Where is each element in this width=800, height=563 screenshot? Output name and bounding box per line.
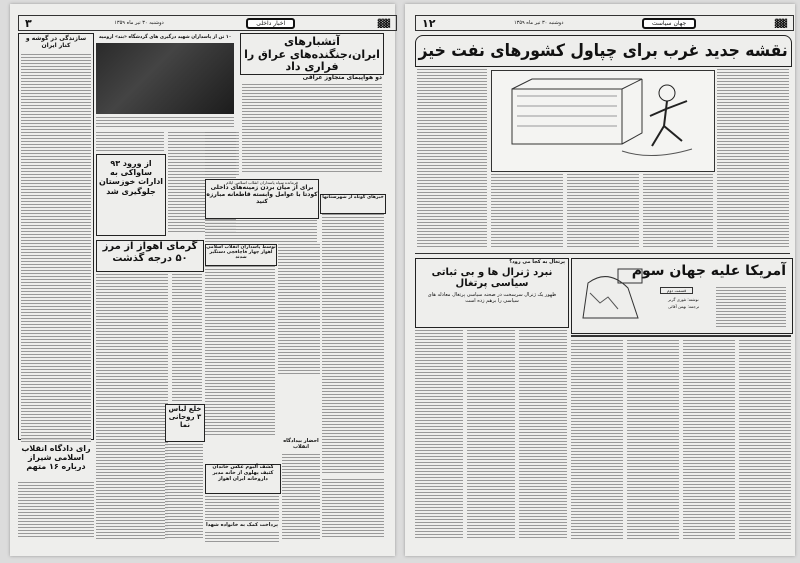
text-column (278, 244, 320, 374)
section-label: جهان سیاست (642, 18, 696, 29)
text-column (205, 532, 279, 542)
section-label: اخبار داخلی (246, 18, 295, 29)
text-column (205, 496, 279, 521)
headline-box: توسط پاسداران انقلاب اسلامی اهواز چهار قاچاقچی دستگیر شدند (205, 244, 277, 266)
text-column (519, 330, 567, 540)
text-column (417, 69, 487, 249)
text-column (96, 132, 164, 152)
text-column (21, 54, 91, 444)
text-column (415, 330, 463, 540)
left-newspaper-page (10, 4, 395, 556)
cartoon-illustration (491, 70, 715, 172)
part-label: قسمت دوم (660, 287, 693, 294)
text-column (567, 174, 639, 249)
main-headline: نقشه جدید غرب برای چپاول کشورهای نفت خیز (415, 35, 792, 67)
divider (415, 253, 790, 254)
issue-date: دوشنبه ۳۰ تیر ماه ۱۳۵۹ (114, 20, 164, 26)
subheadline: پرداخت کمک به خانواده شهدا (206, 522, 278, 528)
text-column (683, 340, 735, 540)
headline-box: کشف آلبوم عکس خاندان کثیف پهلوی از خانه مدیر داروخانه ایران اهواز (205, 464, 281, 494)
text-column (96, 274, 168, 539)
photo-caption (96, 117, 234, 129)
headline: رای دادگاه انقلاب اسلامی شیراز درباره ۱۶ متهم (21, 444, 91, 472)
newspaper-logo: ▓▓ (774, 18, 787, 28)
headline-box: خلع لباس ۳ روحانی نما (165, 404, 205, 442)
headline-box: خبرهای کوتاه از شهرستانها (320, 194, 386, 214)
text-column (643, 174, 713, 249)
text-column (322, 479, 384, 539)
text-column (322, 214, 384, 474)
author: نوشته: تئوری گرنر (668, 297, 699, 302)
page-number: ۳ (25, 16, 32, 30)
subheadline: احضار بیدادگاه انقلاب (283, 438, 319, 450)
text-column (242, 84, 382, 174)
text-column (491, 174, 563, 249)
page-number: ۱۲ (422, 16, 436, 30)
text-column (627, 340, 679, 540)
text-column (172, 274, 202, 402)
text-column (18, 482, 94, 539)
text-column (205, 266, 275, 436)
cartoon-drawing (492, 71, 714, 171)
intro-text (716, 287, 786, 327)
right-newspaper-page (405, 4, 795, 556)
subheadline: دو هواپیمای متجاوز عراقی (302, 74, 382, 81)
left-page-header (18, 15, 397, 31)
text-column (739, 340, 791, 540)
martyrs-photo (96, 43, 234, 114)
text-column (165, 444, 203, 539)
text-column (205, 132, 239, 177)
photo-caption-title: ۱۰ تن از پاسداران شهید درگیری های گردشگاه «بند» ارومیه (98, 34, 232, 40)
text-column (717, 69, 789, 249)
headline-box: گرمای اهواز از مرز ۵۰ درجه گذشت (96, 240, 204, 272)
text-column (205, 220, 317, 242)
america-article-header: آمریکا علیه جهان سوم قسمت دوم نوشته: تئوری گرنر ترجمه: بهمن آقائی (571, 258, 793, 334)
issue-date: دوشنبه ۳۰ تیر ماه ۱۳۵۹ (513, 20, 564, 26)
text-column (467, 330, 515, 540)
divider (571, 335, 791, 337)
headline-box: از ورود ۹۳ ساواکی به ادارات خوزستان جلوگیری شد (96, 154, 166, 236)
headline-box: آتشبارهای ایران،جنگنده‌های عراق را فراری داد (240, 33, 384, 75)
text-column (282, 454, 320, 539)
newspaper-logo: ▓▓ (377, 18, 390, 28)
translator: ترجمه: بهمن آقائی (668, 304, 700, 309)
right-page-header (415, 15, 794, 31)
portugal-article-headline: پرتغال به کجا می رود؟ نبرد ژنرال ها و بی ثباتی سیاسی پرتغال ظهور یک ژنرال سرسخت در صحنه سیاسی پرتغال معادله های سیاسی را برهم زده است (415, 258, 569, 328)
text-column (571, 340, 623, 540)
headline-box: فرمانده سپاه پاسداران انقلاب اسلامی ایلام برای از میان بردن زمینه‌های داخلی کودتا با عوامل وابسته قاطعانه مبارزه کنید (205, 179, 319, 219)
sidebar-article: سازندگی در گوشه و کنار ایران (18, 33, 94, 440)
fist-illustration (578, 263, 648, 323)
